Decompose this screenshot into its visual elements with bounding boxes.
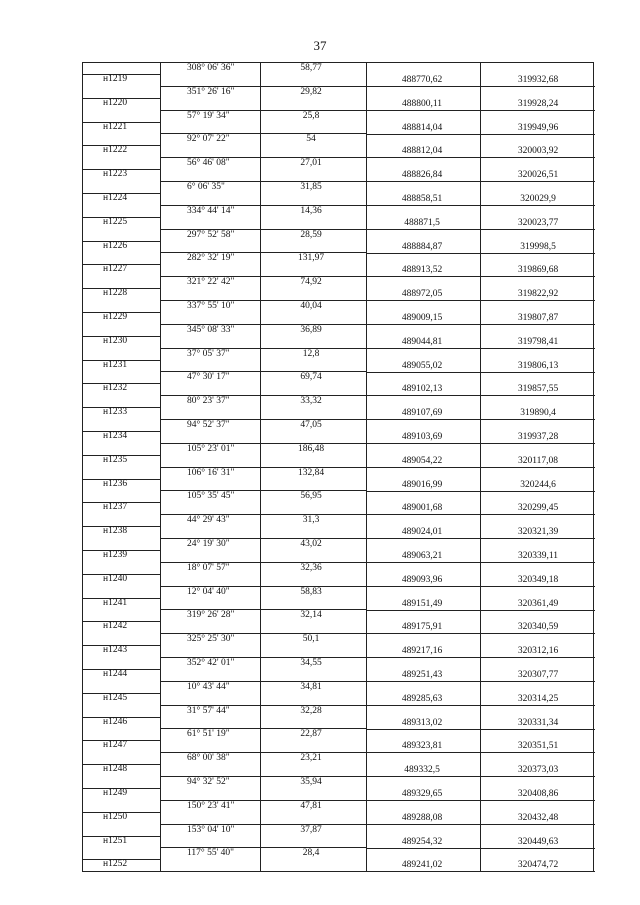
point-label: н1230 (103, 335, 128, 346)
coordinate-y: 320351,51 (517, 741, 559, 752)
coordinate-x: 489288,08 (401, 812, 443, 823)
segment-length: 40,04 (300, 301, 322, 311)
point-label: н1245 (103, 692, 128, 703)
coordinate-y: 320349,18 (517, 574, 559, 585)
coordinate-y: 319806,13 (517, 360, 559, 371)
point-label: н1244 (103, 669, 128, 679)
coordinate-x: 488812,04 (401, 146, 443, 157)
coordinate-y: 319857,55 (517, 384, 559, 395)
segment-length: 36,89 (300, 324, 322, 335)
segment-length: 69,74 (300, 372, 322, 383)
coordinate-y: 319807,87 (517, 313, 559, 323)
direction-angle: 105° 23' 01" (187, 443, 235, 454)
table-row (83, 444, 593, 468)
page-number: 37 (313, 38, 327, 53)
table-row (83, 515, 593, 539)
coordinate-x: 489151,49 (401, 598, 443, 609)
segment-length: 31,85 (300, 182, 322, 192)
direction-angle: 68° 00' 38" (187, 753, 230, 764)
segment-length: 47,05 (300, 420, 322, 430)
point-label: н1222 (103, 145, 128, 156)
table-row (83, 825, 593, 849)
coordinate-y: 320299,45 (517, 503, 559, 514)
coordinate-x: 489217,16 (401, 646, 443, 657)
direction-angle: 297° 52' 58" (187, 229, 235, 240)
direction-angle: 321° 22' 42" (187, 277, 235, 288)
point-label: н1246 (103, 716, 128, 727)
point-label: н1229 (103, 312, 128, 322)
coordinate-x: 489175,91 (401, 622, 443, 633)
coordinate-x: 488884,87 (401, 241, 443, 252)
table-row (83, 277, 593, 301)
coordinate-x: 488770,62 (401, 75, 443, 85)
point-label: н1239 (103, 550, 128, 560)
direction-angle: 94° 52' 37" (187, 420, 230, 430)
table-row (83, 420, 593, 444)
table-row (83, 301, 593, 325)
coordinate-x: 489054,22 (401, 455, 443, 466)
segment-length: 50,1 (302, 634, 320, 645)
point-label: н1248 (103, 764, 128, 775)
point-label: н1252 (103, 859, 128, 870)
table-row (83, 230, 593, 254)
point-label: н1243 (103, 645, 128, 656)
segment-length: 14,36 (300, 205, 322, 216)
coordinate-x: 488800,11 (401, 98, 443, 109)
point-label: н1237 (103, 502, 128, 513)
table-row (83, 753, 593, 777)
direction-angle: 106° 16' 31" (187, 467, 235, 478)
coordinate-y: 320339,11 (517, 551, 559, 561)
table-row (83, 491, 593, 515)
coordinate-x: 489044,81 (401, 336, 443, 347)
coordinate-x: 488913,52 (401, 265, 443, 276)
direction-angle: 37° 05' 37" (187, 348, 230, 359)
direction-angle: 319° 26' 28" (187, 610, 235, 621)
coordinate-y: 320449,63 (517, 836, 559, 847)
coordinate-y: 319798,41 (517, 336, 559, 347)
coordinate-y: 319932,68 (517, 75, 559, 85)
segment-length: 32,36 (300, 562, 322, 573)
coordinate-x: 489241,02 (401, 860, 443, 871)
point-label: н1228 (103, 288, 128, 299)
segment-length: 74,92 (300, 277, 322, 288)
segment-length: 29,82 (300, 86, 322, 97)
table-row (83, 563, 593, 587)
table-row (83, 729, 593, 753)
point-label: н1235 (103, 454, 128, 465)
table-row (83, 634, 593, 658)
segment-length: 28,59 (300, 229, 322, 240)
row-divider (366, 871, 595, 872)
segment-length: 33,32 (300, 396, 322, 407)
coordinate-y: 320026,51 (517, 170, 559, 181)
coordinate-x: 488814,04 (401, 122, 443, 133)
coordinate-y: 320361,49 (517, 598, 559, 609)
coordinate-x: 489016,99 (401, 479, 443, 490)
coordinates-table (82, 62, 594, 872)
point-label: н1240 (103, 573, 128, 584)
direction-angle: 150° 23' 41" (187, 800, 235, 811)
table-row (83, 253, 593, 277)
segment-length: 186,48 (297, 443, 325, 454)
direction-angle: 337° 55' 10" (187, 301, 235, 311)
coordinate-y: 320117,08 (517, 455, 559, 466)
coordinate-x: 489332,5 (404, 765, 440, 776)
point-label: н1233 (103, 407, 128, 418)
segment-length: 32,14 (300, 610, 322, 621)
direction-angle: 12° 04' 40" (187, 586, 230, 597)
direction-angle: 6° 06' 35" (187, 182, 225, 192)
table-row (83, 349, 593, 373)
segment-length: 34,81 (300, 681, 322, 692)
point-label: н1250 (103, 811, 128, 822)
segment-length: 27,01 (300, 158, 322, 169)
coordinate-y: 320340,59 (517, 622, 559, 633)
coordinate-x: 489001,68 (401, 503, 443, 514)
point-label: н1227 (103, 264, 128, 275)
segment-length: 58,83 (300, 586, 322, 597)
coordinate-x: 488858,51 (401, 194, 443, 204)
coordinate-x: 489093,96 (401, 574, 443, 585)
coordinate-x: 488826,84 (401, 170, 443, 181)
coordinate-y: 320474,72 (517, 860, 559, 871)
direction-angle: 352° 42' 01" (187, 658, 235, 668)
table-row (83, 468, 593, 492)
coordinate-x: 489063,21 (401, 551, 443, 561)
table-row (83, 658, 593, 682)
direction-angle: 153° 04' 10" (187, 824, 235, 835)
coordinate-x: 489313,02 (401, 717, 443, 728)
segment-length: 56,95 (300, 491, 322, 502)
point-label: н1225 (103, 216, 128, 227)
point-label: н1247 (103, 740, 128, 751)
coordinate-x: 489285,63 (401, 693, 443, 704)
direction-angle: 94° 32' 52" (187, 777, 230, 787)
coordinate-x: 489009,15 (401, 313, 443, 323)
coordinate-y: 319928,24 (517, 98, 559, 109)
direction-angle: 57° 19' 34" (187, 110, 230, 121)
point-label: н1226 (103, 240, 128, 251)
point-label: н1224 (103, 193, 128, 203)
coordinate-y: 319822,92 (517, 289, 559, 300)
table-row (83, 777, 593, 801)
segment-length: 43,02 (300, 539, 322, 549)
coordinate-x: 489102,13 (401, 384, 443, 395)
point-label: н1241 (103, 597, 128, 608)
coordinate-x: 489055,02 (401, 360, 443, 371)
point-label: н1251 (103, 835, 128, 846)
table-row (83, 848, 593, 872)
coordinate-y: 319869,68 (517, 265, 559, 276)
table-row (83, 87, 593, 111)
segment-length: 31,3 (302, 515, 320, 526)
direction-angle: 24° 19' 30" (187, 539, 230, 549)
table-row (83, 396, 593, 420)
row-divider (160, 871, 366, 872)
coordinate-y: 319949,96 (517, 122, 559, 133)
table-row (83, 111, 593, 135)
coordinate-x: 488871,5 (404, 217, 440, 228)
point-label: н1219 (103, 74, 128, 84)
coordinate-y: 320244,6 (520, 479, 556, 490)
direction-angle: 44° 29' 43" (187, 515, 230, 526)
segment-length: 34,55 (300, 658, 322, 668)
point-label: н1232 (103, 383, 128, 394)
table-row (83, 158, 593, 182)
direction-angle: 56° 46' 08" (187, 158, 230, 169)
segment-length: 58,77 (300, 63, 322, 73)
coordinate-y: 320331,34 (517, 717, 559, 728)
coordinate-y: 319937,28 (517, 432, 559, 442)
direction-angle: 92° 07' 22" (187, 134, 230, 145)
point-label: н1236 (103, 478, 128, 489)
segment-length: 25,8 (302, 110, 320, 121)
table-row (83, 134, 593, 158)
point-label: н1249 (103, 788, 128, 798)
table-row (83, 182, 593, 206)
direction-angle: 308° 06' 36" (187, 63, 235, 73)
table-row (83, 372, 593, 396)
segment-length: 54 (306, 134, 316, 145)
table-row (83, 206, 593, 230)
coordinate-y: 319998,5 (520, 241, 556, 252)
direction-angle: 47° 30' 17" (187, 372, 230, 383)
segment-length: 35,94 (300, 777, 322, 787)
point-label: н1242 (103, 621, 128, 632)
direction-angle: 325° 25' 30" (187, 634, 235, 645)
point-label: н1221 (103, 121, 128, 132)
segment-length: 37,87 (300, 824, 322, 835)
point-label: н1223 (103, 169, 128, 180)
segment-length: 132,84 (297, 467, 325, 478)
coordinate-x: 489329,65 (401, 789, 443, 799)
segment-length: 28,4 (302, 848, 320, 859)
segment-length: 47,81 (300, 800, 322, 811)
coordinate-y: 320023,77 (517, 217, 559, 228)
coordinate-y: 320408,86 (517, 789, 559, 799)
coordinate-x: 489107,69 (401, 408, 443, 419)
segment-length: 23,21 (300, 753, 322, 764)
coordinate-y: 320314,25 (517, 693, 559, 704)
table-row (83, 801, 593, 825)
direction-angle: 282° 32' 19" (187, 253, 235, 264)
coordinate-x: 489251,43 (401, 670, 443, 680)
segment-length: 32,28 (300, 705, 322, 716)
segment-length: 12,8 (302, 348, 320, 359)
point-label: н1220 (103, 97, 128, 108)
table-row (83, 587, 593, 611)
point-label: н1238 (103, 526, 128, 537)
coordinate-y: 320432,48 (517, 812, 559, 823)
direction-angle: 105° 35' 45" (187, 491, 235, 502)
direction-angle: 334° 44' 14" (187, 205, 235, 216)
segment-length: 131,97 (297, 253, 325, 264)
table-row (83, 706, 593, 730)
segment-length: 22,87 (300, 729, 322, 740)
direction-angle: 10° 43' 44" (187, 681, 230, 692)
coordinate-y: 320373,03 (517, 765, 559, 776)
direction-angle: 345° 08' 33" (187, 324, 235, 335)
direction-angle: 351° 26' 16" (187, 86, 235, 97)
direction-angle: 61° 51' 19" (187, 729, 230, 740)
table-row (83, 539, 593, 563)
coordinate-y: 320003,92 (517, 146, 559, 157)
direction-angle: 18° 07' 57" (187, 562, 230, 573)
direction-angle: 80° 23' 37" (187, 396, 230, 407)
coordinate-y: 319890,4 (520, 408, 556, 419)
point-label: н1234 (103, 431, 128, 441)
point-label: н1231 (103, 359, 128, 370)
direction-angle: 117° 55' 40" (187, 848, 235, 859)
coordinate-y: 320029,9 (520, 194, 556, 204)
direction-angle: 31° 57' 44" (187, 705, 230, 716)
coordinate-x: 488972,05 (401, 289, 443, 300)
coordinate-y: 320307,77 (517, 670, 559, 680)
coordinate-x: 489103,69 (401, 432, 443, 442)
table-row (83, 325, 593, 349)
table-row (83, 610, 593, 634)
coordinate-x: 489254,32 (401, 836, 443, 847)
table-row (83, 63, 593, 87)
coordinate-y: 320312,16 (517, 646, 559, 657)
coordinate-x: 489024,01 (401, 527, 443, 538)
coordinate-x: 489323,81 (401, 741, 443, 752)
coordinate-y: 320321,39 (517, 527, 559, 538)
table-row (83, 682, 593, 706)
